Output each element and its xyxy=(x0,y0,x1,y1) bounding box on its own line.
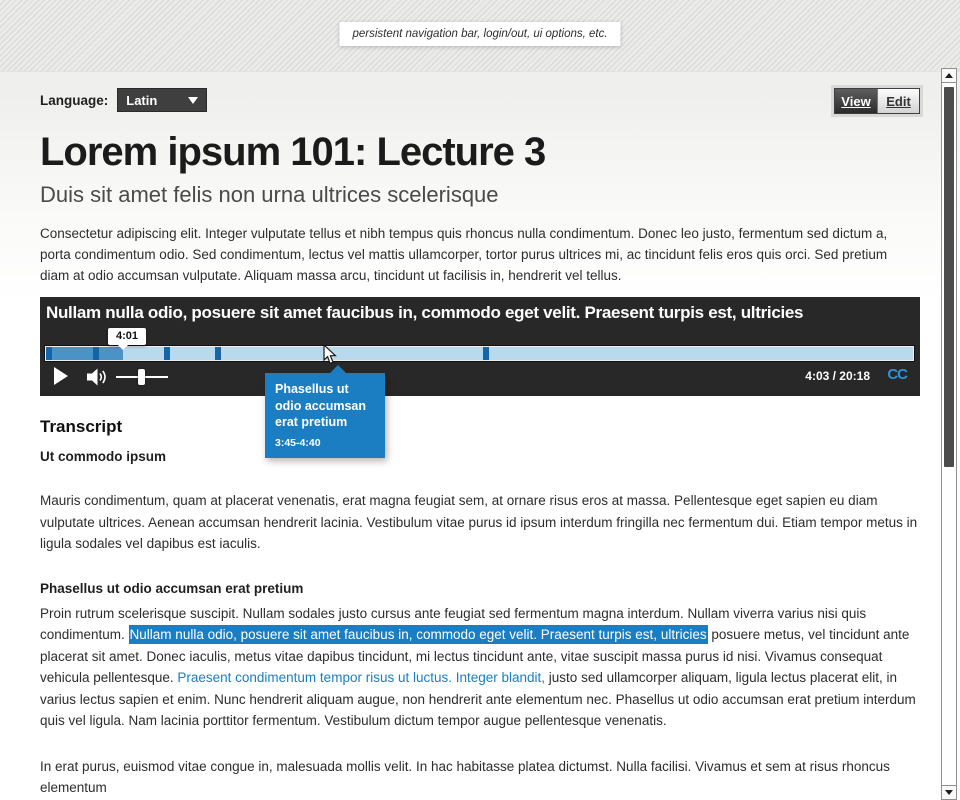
play-button[interactable] xyxy=(54,367,68,385)
paragraph-text: Proin rutrum scelerisque suscipit. Nullam sodales justo cursus ante feugiat sed fermentum magna interdum. Nullam viverra varius nisi quis condimentum. xyxy=(40,605,867,642)
seek-bar-played xyxy=(46,347,123,360)
playhead-time-label: 4:01 xyxy=(116,330,139,342)
down-arrow-icon xyxy=(945,790,953,795)
chevron-down-icon xyxy=(188,97,198,104)
scrollbar-track[interactable] xyxy=(941,68,957,800)
transcript-section-heading-1: Ut commodo ipsum xyxy=(40,449,167,464)
highlighted-caption-text[interactable]: Nullam nulla odio, posuere sit amet faucibus in, commodo eget velit. Praesent turpis est, ultricies xyxy=(129,627,707,642)
chapter-marker[interactable] xyxy=(483,347,489,360)
paragraph-text: justo sed ullamcorper aliquam, ligula lectus placerat elit, in varius lectus sapien et enim. Nunc hendrerit aliquam augue, non hendrerit ante elementum nec. Phasellus ut odio accumsan erat pretium interdum quis vel ligula. Nam lacinia porttitor fermentum. Vestibulum dictum tempor augue pellentesque venenatis. xyxy=(40,670,916,728)
paragraph-text: posuere metus, vel tincidunt ante placerat sit amet. Donec iaculis, metus vitae dapibus tincidunt, mi lectus tincidunt ante, vitae suscipit massa purus id nisi. Vivamus consequat vehicula pellentesque. xyxy=(40,627,910,685)
chapter-tooltip-time-range: 3:45-4:40 xyxy=(275,436,321,449)
scrollbar-up-button[interactable] xyxy=(941,68,957,83)
page-subtitle: Duis sit amet felis non urna ultrices scelerisque xyxy=(40,182,499,207)
page-scrollbar[interactable] xyxy=(941,68,957,800)
transcript-section-heading-2: Phasellus ut odio accumsan erat pretium xyxy=(40,580,304,596)
persistent-nav-banner xyxy=(0,0,960,72)
language-control xyxy=(40,88,207,112)
playhead-time-tooltip xyxy=(108,328,146,345)
transcript-paragraph-2 xyxy=(40,603,920,732)
scrollbar-thumb[interactable] xyxy=(944,87,954,467)
chapter-marker[interactable] xyxy=(164,347,170,360)
transcript-link[interactable]: Praesent condimentum tempor risus ut luctus. Integer blandit, xyxy=(177,670,546,685)
language-dropdown[interactable] xyxy=(117,88,207,112)
page-title: Lorem ipsum 101: Lecture 3 xyxy=(40,130,546,174)
language-selected-value: Latin xyxy=(126,92,158,108)
chapter-marker[interactable] xyxy=(46,347,52,360)
view-edit-toggle xyxy=(834,88,920,114)
transcript-paragraph-1: Mauris condimentum, quam at placerat venenatis, erat magna feugiat sem, at ornare risus eros at massa. Pellentesque eget sapien eu diam vulputate ultrices. Aenean accumsan hendrerit lacinia. Vestibulum vitae purus id ipsum interdum fringilla nec fermentum dui. Etiam tempor metus in ligula sodales vel dapibus est iaculis. xyxy=(40,493,918,551)
seek-bar[interactable] xyxy=(45,346,914,361)
up-arrow-icon xyxy=(945,73,953,78)
nav-placeholder-label: persistent navigation bar, login/out, ui options, etc. xyxy=(339,22,620,46)
main-content xyxy=(40,88,920,799)
volume-slider[interactable] xyxy=(116,376,168,378)
scrollbar-down-button[interactable] xyxy=(941,785,957,800)
chapter-tooltip-title: Phasellus ut odio accumsan erat pretium xyxy=(275,382,366,429)
closed-captions-button[interactable]: CC xyxy=(887,366,907,383)
time-display: 4:03 / 20:18 xyxy=(805,369,870,383)
transcript-paragraph-3: In erat purus, euismod vitae congue in, malesuada mollis velit. In hac habitasse platea dictumst. Nulla facilisi. Vivamus et sem at risus rhoncus elementum xyxy=(40,758,890,795)
caption-text: Nullam nulla odio, posuere sit amet faucibus in, commodo eget velit. Praesent turpis est, ultricies xyxy=(46,303,804,322)
intro-paragraph: Consectetur adipiscing elit. Integer vulputate tellus et nibh tempus quis rhoncus nulla condimentum. Donec leo justo, fermentum sed dictum a, porta condimentum odio. Sed condimentum, lectus vel mattis ullamcorper, tortor purus ultrices mi, ac tincidunt felis eros quis orci. Sed pretium diam at odio accumsan vulputate. Aliquam massa arcu, tincidunt ut facilisis in, hendrerit vel tellus. xyxy=(40,226,888,283)
chapter-marker[interactable] xyxy=(93,347,99,360)
edit-button[interactable]: Edit xyxy=(877,89,919,113)
volume-icon[interactable] xyxy=(87,368,109,386)
chapter-tooltip xyxy=(265,373,385,458)
page-toolbar xyxy=(40,88,920,114)
chapter-marker[interactable] xyxy=(215,347,221,360)
tooltip-pointer-up-icon xyxy=(330,365,346,373)
mouse-cursor-icon xyxy=(323,344,337,365)
tooltip-pointer-down-icon xyxy=(118,345,128,350)
language-label: Language: xyxy=(40,92,109,108)
view-button[interactable]: View xyxy=(835,89,877,113)
transcript-heading: Transcript xyxy=(40,417,123,436)
volume-slider-handle[interactable] xyxy=(138,369,145,385)
